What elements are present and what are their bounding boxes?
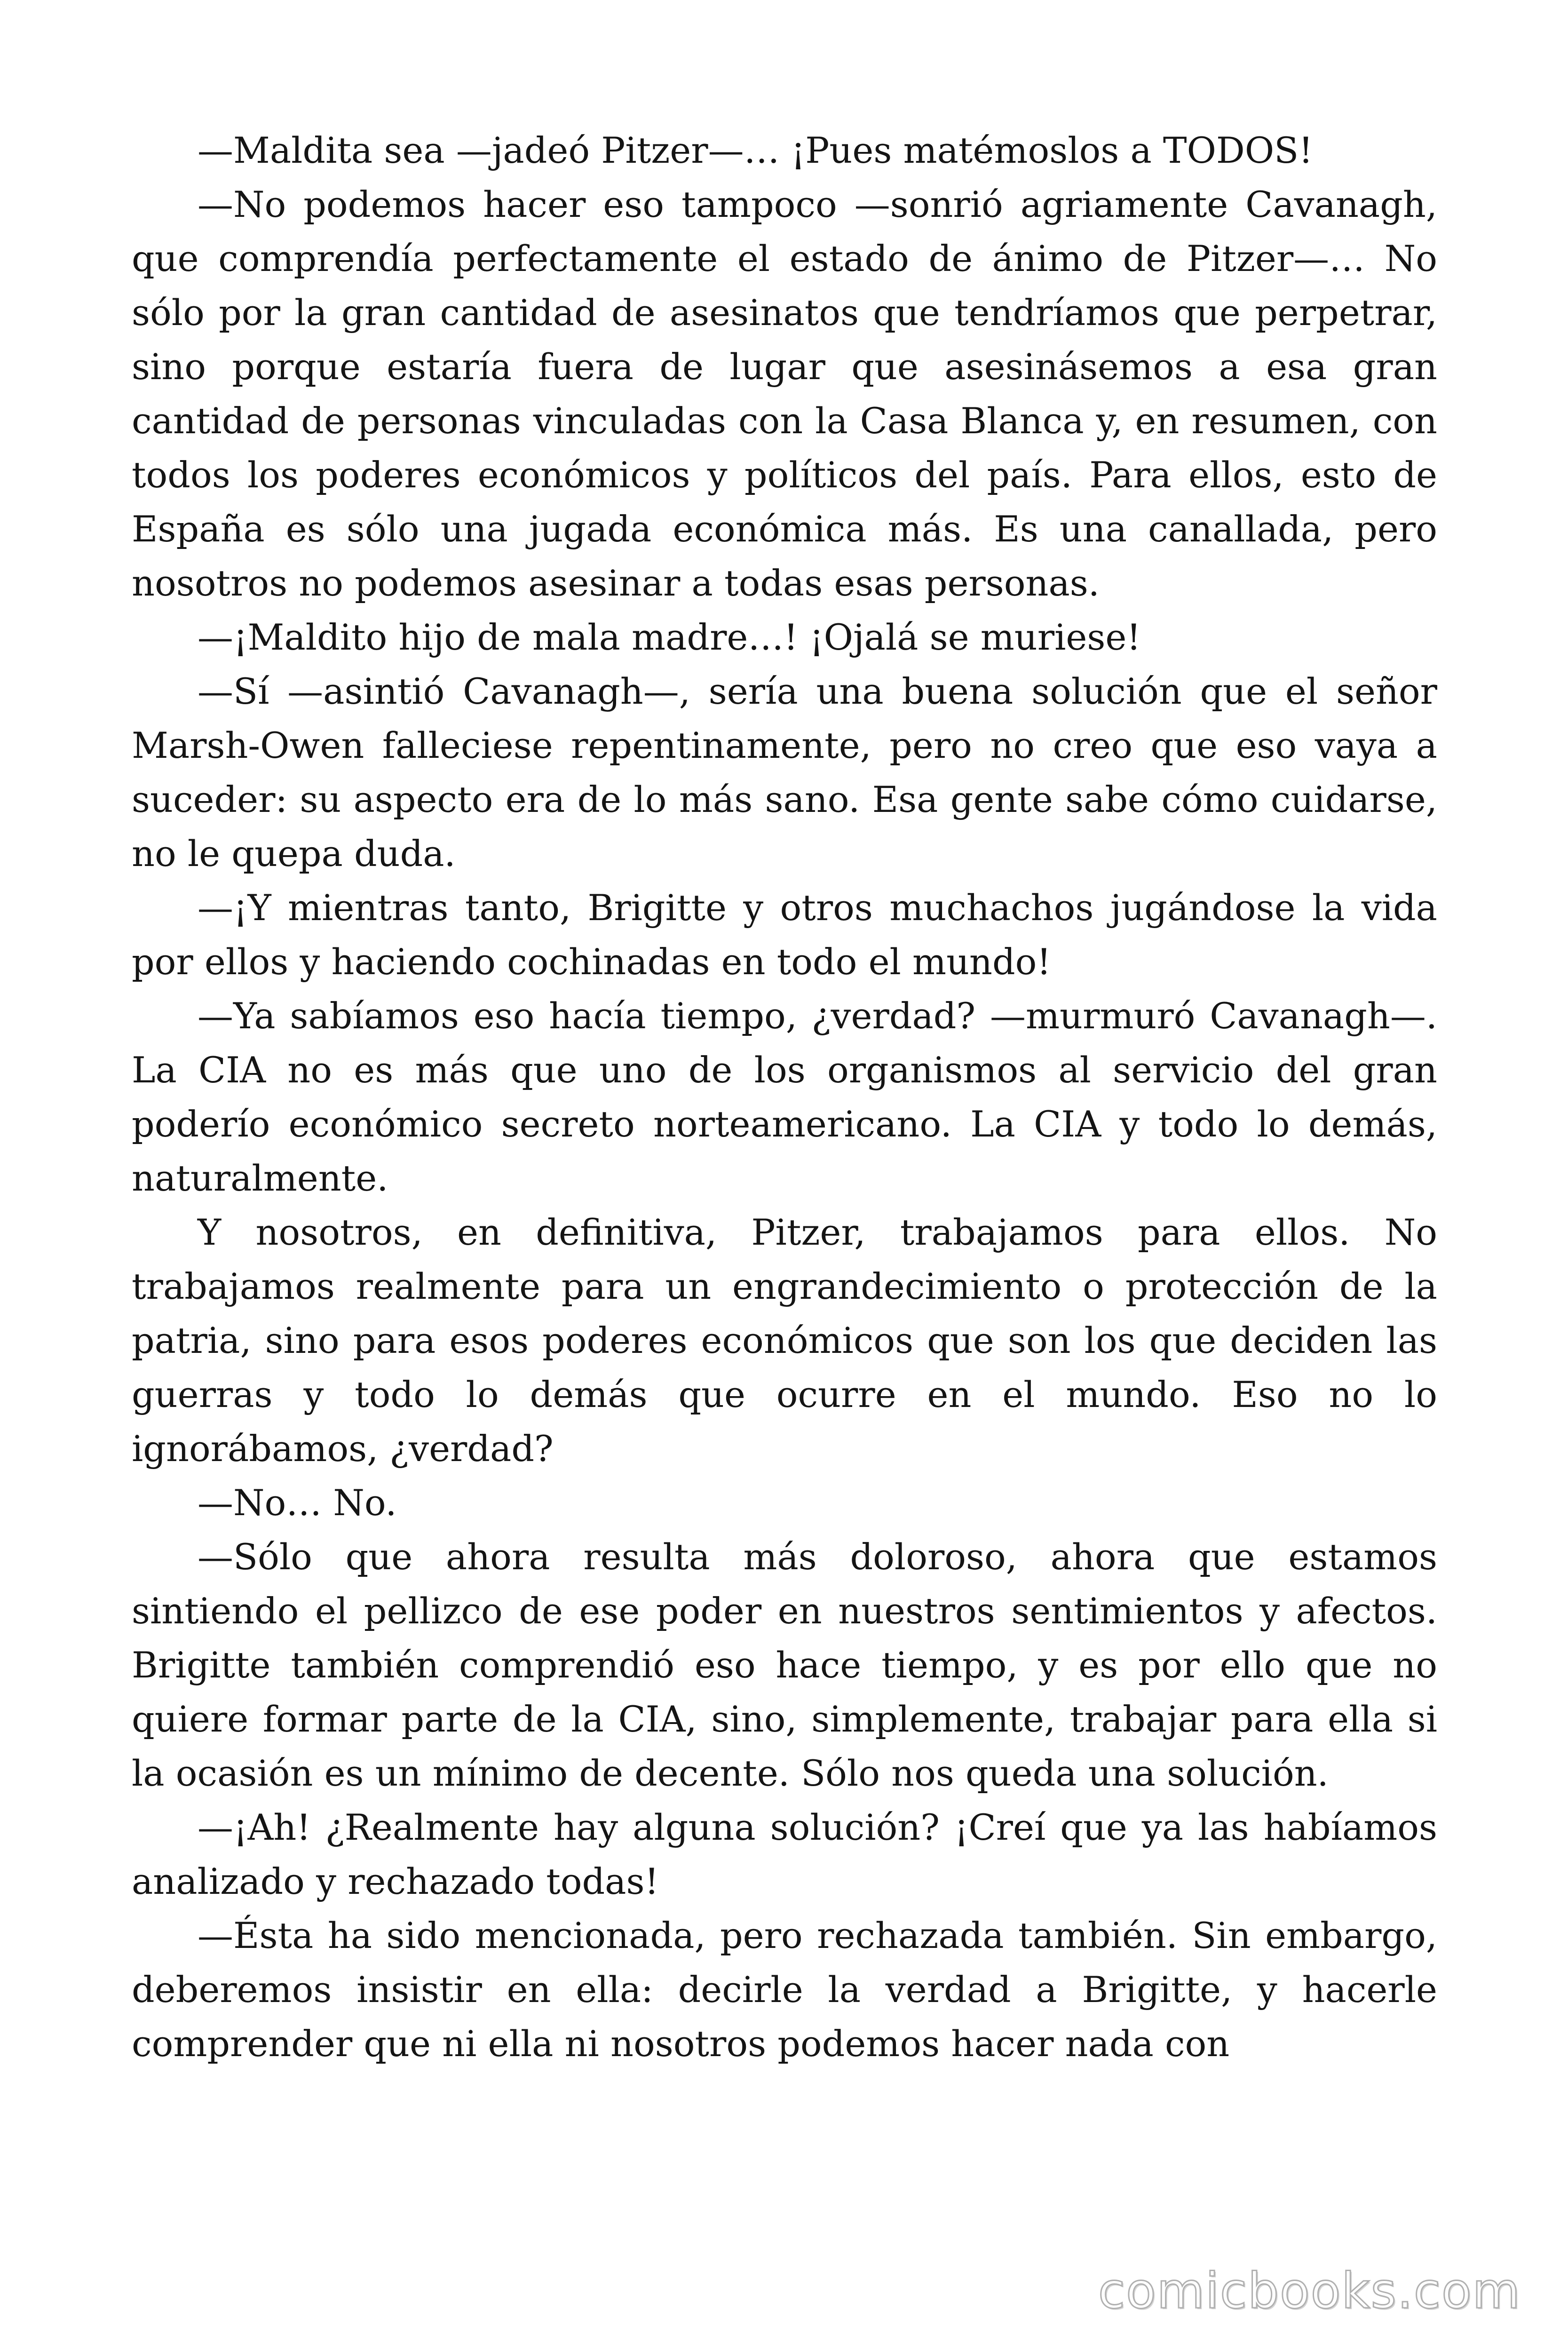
paragraph: Y nosotros, en definitiva, Pitzer, trabajamos para ellos. No trabajamos realmente para un engrandecimiento o protección de la patria, sino para esos poderes económicos que son los que deciden las guerras y todo lo demás que ocurre en el mundo. Eso no lo ignorábamos, ¿verdad? (132, 1211, 1437, 1470)
watermark: comicbooks.com (1098, 2262, 1521, 2320)
paragraph: —¡Y mientras tanto, Brigitte y otros muchachos jugándose la vida por ellos y haciendo cochinadas en todo el mundo! (132, 887, 1437, 983)
paragraph: —¡Ah! ¿Realmente hay alguna solución? ¡Creí que ya las habíamos analizado y rechazado todas! (132, 1806, 1437, 1902)
paragraph: —No… No. (198, 1482, 397, 1524)
paragraph: —Ya sabíamos eso hacía tiempo, ¿verdad? —murmuró Cavanagh—. La CIA no es más que uno de los organismos al servicio del gran poderío económico secreto norteamericano. La CIA y todo lo demás, naturalmente. (132, 995, 1437, 1199)
paragraph: —Maldita sea —jadeó Pitzer—… ¡Pues matémoslos a TODOS! (198, 129, 1313, 171)
paragraph: —Sí —asintió Cavanagh—, sería una buena solución que el señor Marsh-Owen falleciese repentinamente, pero no creo que eso vaya a suceder: su aspecto era de lo más sano. Esa gente sabe cómo cuidarse, no le quepa duda. (132, 670, 1437, 874)
paragraph: —No podemos hacer eso tampoco —sonrió agriamente Cavanagh, que comprendía perfectamente el estado de ánimo de Pitzer—… No sólo por la gran cantidad de asesinatos que tendríamos que perpetrar, sino porque estaría fuera de lugar que asesinásemos a esa gran cantidad de personas vinculadas con la Casa Blanca y, en resumen, con todos los poderes económicos y políticos del país. Para ellos, esto de España es sólo una jugada económica más. Es una canallada, pero nosotros no podemos asesinar a todas esas personas. (132, 183, 1437, 604)
paragraph: —Ésta ha sido mencionada, pero rechazada también. Sin embargo, deberemos insistir en ella: decirle la verdad a Brigitte, y hacerle comprender que ni ella ni nosotros podemos hacer nada con (132, 1915, 1437, 2065)
page-text-body (132, 123, 1437, 2071)
paragraph: —¡Maldito hijo de mala madre…! ¡Ojalá se muriese! (198, 616, 1141, 658)
paragraph: —Sólo que ahora resulta más doloroso, ahora que estamos sintiendo el pellizco de ese poder en nuestros sentimientos y afectos. Brigitte también comprendió eso hace tiempo, y es por ello que no quiere formar parte de la CIA, sino, simplemente, trabajar para ella si la ocasión es un mínimo de decente. Sólo nos queda una solución. (132, 1536, 1437, 1794)
